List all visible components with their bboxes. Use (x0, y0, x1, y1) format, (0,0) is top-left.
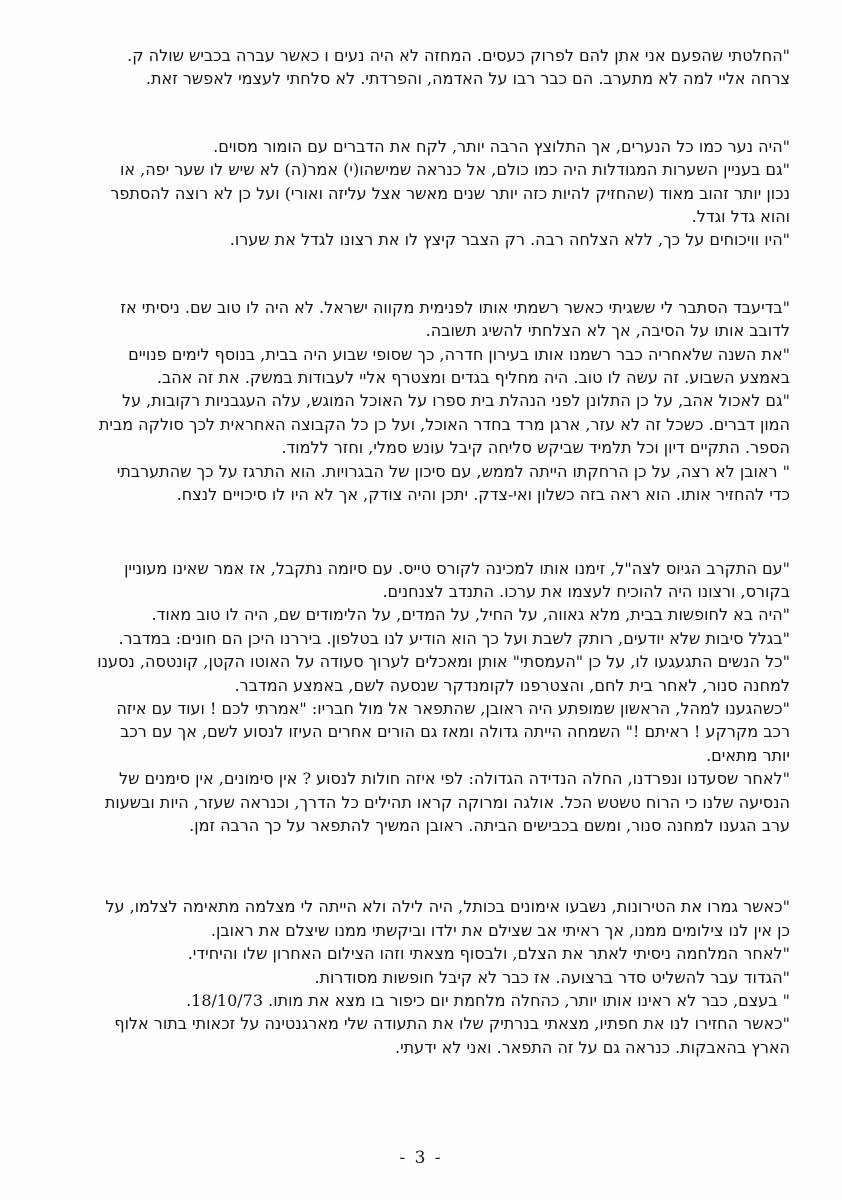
text-line: הנסיעה שלנו כי הרוח טשטש הכל. אולגה ומרוקה קראו תהילים כל הדרך, וכנראה שעזר, היות ובשעות (104, 792, 790, 812)
text-line: בקורס, ורצונו היה להוכיח לעצמו את ערכו. התנדב לצנחנים. (382, 581, 790, 601)
text-line: "לאחר המלחמה ניסיתי לאתר את הצלם, ולבסוף מצאתי וזהו הצילום האחרון שלו והיחידי. (187, 944, 790, 964)
text-line: "את השנה שלאחריה כבר רשמנו אותו בעירון חדרה, כך שסופי שבוע היה בבית, בנוסף לימים פנויים (128, 344, 790, 364)
text-line: "עם התקרב הגיוס לצה"ל, זימנו אותו למכינה לקורס טייס. עם סיומה נתקבל, אז אמר שאינו מעוניין (124, 558, 790, 578)
text-line: "גם בעניין השערות המגודלות היה כמו כולם, אל כנראה שמישהו(י) אמר(ה) לא שיש לו שער יפה, או (119, 160, 790, 180)
text-line: יותר מתאים. (706, 745, 790, 765)
text-line: "החלטתי שהפעם אני אתן להם לפרוק כעסים. המחזה לא היה נעים ו כאשר עברה בכביש שולה ק. (127, 46, 790, 65)
text-line: "הגדוד עבר להשליט סדר ברצועה. אז כבר לא קיבל חופשות מסודרות. (314, 967, 790, 987)
text-line: "כאשר גמרו את הטירונות, נשבעו אימונים בכותל, היה לילה ולא הייתה לי מצלמה מתאימה לצלמו, על (105, 897, 790, 917)
text-line: כדי להחזיר אותו. הוא ראה בזה כשלון ואי-צדק. יתכן והיה צודק, אך לא היו לו סיכויים לנצח. (176, 485, 790, 505)
text-line: "היה בא לחופשות בבית, מלא גאווה, על החיל, על המדים, על הלימודים שם, היה לו טוב מאוד. (151, 605, 790, 625)
text-line: באמצע השבוע. זה עשה לו טוב. היה מחליף בגדים ומצטרף אליי לעבודות במשק. את זה אהב. (156, 368, 790, 388)
text-line: למחנה סנור, לאחר בית לחם, והצטרפנו לקומנדקר שנסעה לשם, באמצע המדבר. (234, 675, 790, 695)
text-line: "היה נער כמו כל הנערים, אך התלוצץ הרבה יותר, לקח את הדברים עם הומור מסוים. (213, 136, 790, 156)
paragraph-section (46, 44, 790, 91)
text-line: "היו וויכוחים על כך, ללא הצלחה רבה. רק הצבר קיצץ לו את רצונו לגדל את שערו. (229, 230, 790, 250)
text-line: והוא גדל וגדל. (691, 207, 790, 227)
text-line: " ראובן לא רצה, על כן הרחקתו הייתה לממש, עם סיכון של הבגרויות. הוא התרגז על כך שהתערבתי (116, 461, 790, 481)
paragraph-section (46, 895, 790, 1059)
text-line: ערב הגענו למחנה סנור, ומשם בכבישים הביתה. ראובן המשיך להתפאר על כך הרבה זמן. (189, 815, 790, 835)
paragraph-section (46, 135, 790, 252)
text-line: "בגלל סיבות שלא יודעים, רותק לשבת ועל כך הוא הודיע לנו בטלפון. ביררנו היכן הם חונים: במדבר. (118, 628, 790, 648)
text-line: "לאחר שסעדנו ונפרדנו, החלה הנדידה הגדולה: לפי איזה חולות לנסוע ? אין סימונים, אין סימנים של (119, 769, 790, 789)
text-line: "כל הנשים התגעגעו לו, על כן "העמסתי" אותן ומאכלים לערוך סעודה על האוטו הקטן, קונטסה, נסענו (97, 652, 790, 672)
text-line: צרחה אליי למה לא מתערב. הם כבר רבו על האדמה, והפרדתי. לא סלחתי לעצמי לאפשר זאת. (145, 69, 790, 89)
text-line: הספר. התקיים דיון וכל תלמיד שביקש סליחה קיבל עונש סמלי, וחזר ללמוד. (281, 438, 790, 458)
text-line: "בדיעבד הסתבר לי ששגיתי כאשר רשמתי אותו לפנימית מקווה ישראל. לא היה לו טוב שם. ניסיתי אז (120, 297, 790, 317)
text-line: " בעצם, כבר לא ראינו אותו יותר, כהחלה מלחמת יום כיפור בו מצא את מותו. 18/10/73. (186, 991, 790, 1010)
text-line: לדובב אותו על הסיבה, אך לא הצלחתי להשיג תשובה. (425, 321, 790, 341)
text-line: המון דברים. כשכל זה לא עזר, ארגן מרד בחדר האוכל, ועל כן כל הקבוצה האחראית לכך סולקה מבית (98, 414, 790, 434)
document-text (46, 44, 790, 1059)
paragraph-section (46, 557, 790, 838)
text-line: רכב מקרקע ! ראיתם !" השמחה הייתה גדולה ומאז גם הורים אחרים העיזו לנסוע לשם, אך עם רכב (120, 722, 790, 742)
text-line: הארץ בהאבקות. כנראה גם על זה התפאר. ואני לא ידעתי. (394, 1037, 790, 1057)
text-line: נכון יותר זהוב מאוד (שהחזיק להיות כזה יותר שנים מאשר אצל עליזה ואורי) ועל כן לא רוצה להסתפר (110, 183, 790, 203)
paragraph-section (46, 296, 790, 507)
text-line: "גם לאכול אהב, על כן התלונן לפני הנהלת בית ספרו על האוכל המוגש, עלה העגבניות רקובות, על (121, 391, 790, 411)
text-line: "כאשר החזירו לנו את חפתיו, מצאתי בנרתיק שלו את התעודה שלי מארגנטינה על זכאותי בתור אלוף (114, 1014, 790, 1034)
page-number: - 3 - (399, 1148, 443, 1168)
text-line: "כשהגענו למהל, הראשון שמופתע היה ראובן, שהתפאר אל מול חבריו: "אמרתי לכם ! ועוד עם איזה (116, 698, 790, 718)
text-line: כן אין לנו צילומים ממנו, אך ראיתי אב שצילם את ילדו וביקשתי ממנו שיצלם את ראובן. (210, 920, 790, 940)
